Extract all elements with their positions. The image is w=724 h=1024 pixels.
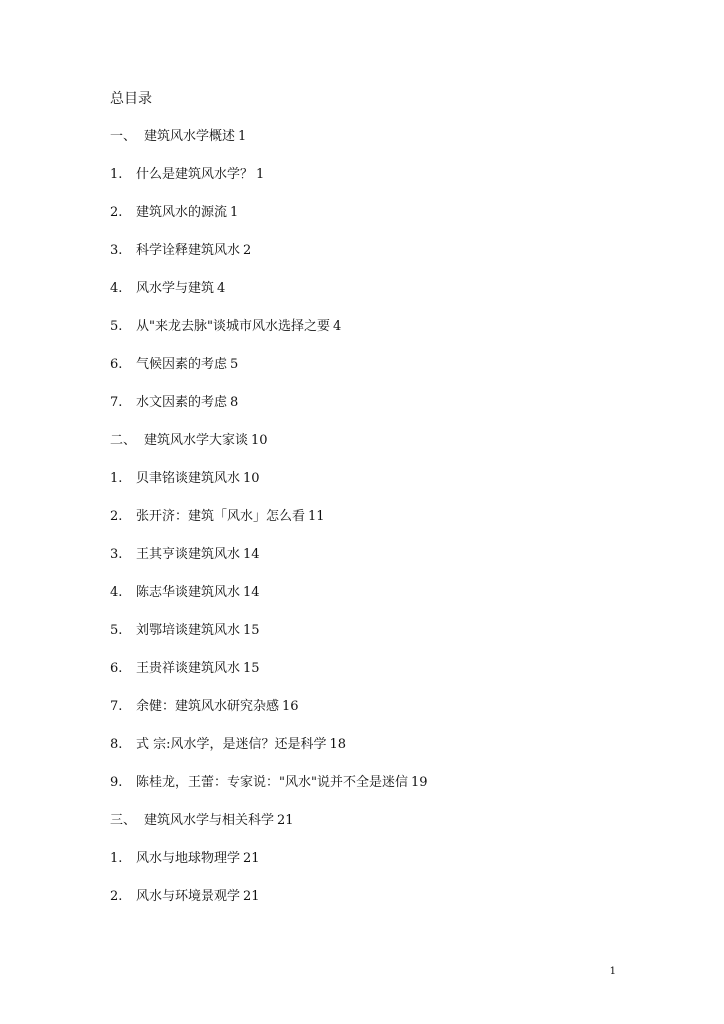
toc-entry-text: 贝聿铭谈建筑风水 [136,471,241,486]
toc-item [110,622,690,640]
toc-entry-number: 8. [110,737,123,752]
toc-entry-number: 2. [110,205,123,220]
toc-item [110,546,690,564]
toc-entry-page: 1 [256,167,265,182]
toc-item [110,242,690,260]
toc-entry-number: 三、 [110,813,137,828]
toc-entry-number: 6. [110,357,123,372]
toc-entry-number: 1. [110,167,123,182]
toc-entry-number: 5. [110,623,123,638]
toc-entry-page: 18 [329,737,347,752]
toc-entry-page: 15 [243,623,260,638]
table-of-contents [110,90,690,926]
toc-entry-text: 建筑风水学概述 [144,129,236,144]
toc-entry-text: 气候因素的考虑 [136,357,228,372]
toc-entry-text: 风水学与建筑 [136,281,215,296]
toc-list [110,128,690,906]
toc-item [110,318,690,336]
toc-entry-page: 5 [230,357,239,372]
toc-entry-text: 式 宗:风水学，是迷信？还是科学 [136,737,327,752]
page-number: 1 [609,966,616,977]
toc-entry-text: 王其亨谈建筑风水 [136,547,241,562]
toc-entry-page: 4 [332,319,342,334]
toc-entry-number: 4. [110,585,123,600]
toc-item [110,204,690,222]
toc-entry-page: 14 [243,585,260,600]
toc-entry-number: 9. [110,775,123,790]
toc-entry-page: 4 [217,281,226,296]
toc-entry-number: 2. [110,509,123,524]
toc-entry-number: 1. [110,471,123,486]
toc-entry-number: 二、 [110,433,137,448]
toc-item [110,698,690,716]
toc-entry-number: 5. [110,319,123,334]
toc-entry-number: 4. [110,281,123,296]
toc-item [110,394,690,412]
toc-entry-number: 6. [110,661,123,676]
toc-item [110,584,690,602]
toc-entry-number: 一、 [110,129,137,144]
toc-section-heading [110,432,690,450]
toc-entry-number: 2. [110,889,123,904]
toc-entry-text: 水文因素的考虑 [136,395,228,410]
toc-entry-page: 19 [410,775,428,790]
toc-entry-text: 风水与地球物理学 [136,851,241,866]
toc-entry-text: 王贵祥谈建筑风水 [136,661,241,676]
toc-entry-text: 风水与环境景观学 [136,889,241,904]
toc-entry-page: 11 [308,509,325,524]
toc-entry-text: 建筑风水的源流 [136,205,228,220]
toc-entry-page: 10 [243,471,260,486]
toc-entry-text: 陈志华谈建筑风水 [136,585,241,600]
toc-entry-text: 什么是建筑风水学？ [136,167,254,182]
toc-entry-text: 余健：建筑风水研究杂感 [136,699,280,714]
toc-entry-page: 21 [243,851,260,866]
toc-entry-text: 科学诠释建筑风水 [136,243,241,258]
toc-entry-page: 21 [277,813,294,828]
toc-item [110,888,690,906]
toc-entry-number: 1. [110,851,123,866]
toc-entry-text: 从"来龙去脉"谈城市风水选择之要 [136,319,330,334]
toc-entry-text: 建筑风水学大家谈 [144,433,249,448]
toc-entry-number: 7. [110,395,123,410]
toc-section-heading [110,128,690,146]
toc-item [110,850,690,868]
toc-item [110,166,690,184]
toc-item [110,736,690,754]
toc-entry-page: 1 [238,129,247,144]
toc-entry-number: 3. [110,547,123,562]
toc-entry-number: 3. [110,243,123,258]
toc-section-heading [110,812,690,830]
toc-entry-page: 16 [282,699,299,714]
toc-entry-page: 21 [243,889,260,904]
toc-item [110,508,690,526]
toc-entry-page: 10 [251,433,268,448]
toc-item [110,356,690,374]
toc-entry-text: 建筑风水学与相关科学 [144,813,275,828]
toc-entry-page: 2 [243,243,252,258]
toc-entry-page: 8 [230,395,239,410]
toc-item [110,774,690,792]
toc-item [110,660,690,678]
toc-entry-page: 15 [243,661,260,676]
toc-title: 总目录 [110,91,152,107]
toc-item [110,470,690,488]
toc-item [110,280,690,298]
toc-entry-text: 刘鄂培谈建筑风水 [136,623,241,638]
toc-entry-number: 7. [110,699,123,714]
toc-entry-text: 张开济：建筑「风水」怎么看 [136,509,306,524]
toc-entry-page: 1 [230,205,239,220]
toc-entry-text: 陈桂龙，王蕾：专家说："风水"说并不全是迷信 [136,775,408,790]
toc-entry-page: 14 [243,547,260,562]
